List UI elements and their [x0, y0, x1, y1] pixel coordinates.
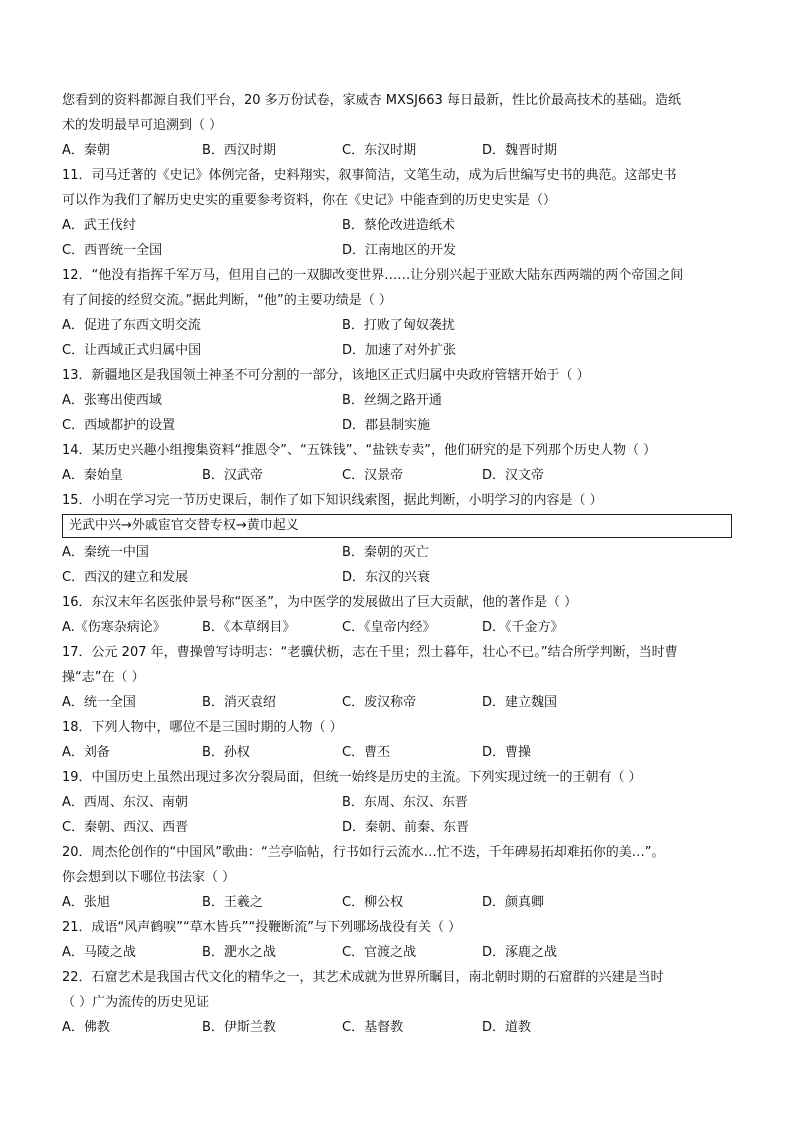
option-c: C．秦朝、西汉、西晋: [62, 820, 189, 835]
option-d: D．魏晋时期: [482, 143, 558, 158]
option-b: B．丝绸之路开通: [342, 393, 442, 408]
option-c: C．柳公权: [342, 895, 404, 910]
option-b: B．《本草纲目》: [202, 620, 296, 635]
question-22-stem: 22．石窟艺术是我国古代文化的精华之一，其艺术成就为世界所瞩目，南北朝时期的石窟群的兴建是当时: [62, 970, 664, 985]
option-row: [62, 463, 732, 488]
question-19-stem: 19．中国历史上虽然出现过多次分裂局面，但统一始终是历史的主流。下列实现过统一的王朝有（ ）: [62, 770, 642, 785]
option-a: A．张旭: [62, 895, 110, 910]
question-13-stem: 13．新疆地区是我国领土神圣不可分割的一部分，该地区正式归属中央政府管辖开始于（ ）: [62, 368, 590, 383]
option-row: [62, 413, 732, 438]
option-row: [62, 565, 732, 590]
option-a: A．武王伐纣: [62, 218, 136, 233]
option-d: D．道教: [482, 1020, 532, 1035]
option-b: B．秦朝的灭亡: [342, 545, 429, 560]
question-12-stem: 12．“他没有指挥千军万马，但用自己的一双脚改变世界……让分别兴起于亚欧大陆东西两端的两个帝国之间: [62, 268, 684, 283]
option-c: C．西汉的建立和发展: [62, 570, 189, 585]
option-c: C．汉景帝: [342, 468, 404, 483]
question-22-stem: （ ）广为流传的历史见证: [62, 995, 210, 1010]
question-20-stem: 20．周杰伦创作的“中国风”歌曲：“兰亭临帖，行书如行云流水…忙不迭，千年碑易拓却难拓你的美…”。: [62, 845, 665, 860]
option-d: D．曹操: [482, 745, 532, 760]
option-a: A．马陵之战: [62, 945, 136, 960]
question-stem: 您看到的资料都源自我们平台，20 多万份试卷，家威杏 MXSJ663 每日最新，性比价最高技术的基础。造纸: [62, 93, 681, 108]
option-d: D．建立魏国: [482, 695, 558, 710]
option-b: B．王羲之: [202, 895, 263, 910]
question-11-stem: 可以作为我们了解历史史实的重要参考资料，你在《史记》中能查到的历史史实是（）: [62, 193, 557, 208]
question-14-stem: 14．某历史兴趣小组搜集资料“推恩令”、“五铢钱”、“盐铁专卖”，他们研究的是下列那个历史人物（ ）: [62, 443, 657, 458]
option-a: A．秦朝: [62, 143, 110, 158]
option-d: D．涿鹿之战: [482, 945, 558, 960]
option-row: [62, 540, 732, 565]
question-stem: 术的发明最早可追溯到（ ）: [62, 118, 223, 133]
question-21-stem: 21．成语“风声鹤唳”“草木皆兵”“投鞭断流”与下列哪场战役有关（ ）: [62, 920, 462, 935]
question-17-stem: 17．公元 207 年，曹操曾写诗明志：“老骥伏枥，志在千里；烈士暮年，壮心不已。”结合所学判断，当时曹: [62, 645, 678, 660]
option-c: C．西域都护的设置: [62, 418, 176, 433]
option-d: D．颜真卿: [482, 895, 545, 910]
option-c: C．官渡之战: [342, 945, 417, 960]
option-row: [62, 615, 732, 640]
option-c: C．曹丕: [342, 745, 391, 760]
option-b: B．汉武帝: [202, 468, 263, 483]
option-row: [62, 890, 732, 915]
option-row: [62, 815, 732, 840]
option-row: [62, 338, 732, 363]
option-row: [62, 138, 732, 163]
option-b: B．伊斯兰教: [202, 1020, 276, 1035]
knowledge-flow-box: 光武中兴→外戚宦官交替专权→黄巾起义: [62, 514, 732, 538]
option-a: A．刘备: [62, 745, 110, 760]
option-row: [62, 238, 732, 263]
question-17-stem: 操“志”在（ ）: [62, 670, 145, 685]
question-20-stem: 你会想到以下哪位书法家（ ）: [62, 870, 236, 885]
option-d: D．东汉的兴衰: [342, 570, 431, 585]
option-a: A．秦统一中国: [62, 545, 149, 560]
question-15-stem: 15．小明在学习完一节历史课后，制作了如下知识线索图，据此判断，小明学习的内容是（ ）: [62, 493, 603, 508]
option-b: B．西汉时期: [202, 143, 276, 158]
option-a: A．西周、东汉、南朝: [62, 795, 188, 810]
option-d: D．汉文帝: [482, 468, 545, 483]
option-b: B．消灭袁绍: [202, 695, 276, 710]
option-row: [62, 213, 732, 238]
option-b: B．淝水之战: [202, 945, 276, 960]
option-b: B．东周、东汉、东晋: [342, 795, 468, 810]
option-a: A．统一全国: [62, 695, 136, 710]
option-a: A.《伤寒杂病论》: [62, 620, 166, 635]
option-d: D．《千金方》: [482, 620, 564, 635]
option-c: C．东汉时期: [342, 143, 417, 158]
option-b: B．打败了匈奴袭扰: [342, 318, 455, 333]
option-row: [62, 1015, 732, 1040]
option-c: C．西晋统一全国: [62, 243, 163, 258]
option-a: A．秦始皇: [62, 468, 123, 483]
option-row: [62, 388, 732, 413]
option-a: A．促进了东西文明交流: [62, 318, 201, 333]
option-b: B．蔡伦改进造纸术: [342, 218, 455, 233]
option-d: D．江南地区的开发: [342, 243, 457, 258]
option-c: C．基督教: [342, 1020, 404, 1035]
option-a: A．佛教: [62, 1020, 110, 1035]
option-row: [62, 940, 732, 965]
question-12-stem: 有了间接的经贸交流。”据此判断，“他”的主要功绩是（ ）: [62, 293, 392, 308]
option-b: B．孙权: [202, 745, 250, 760]
option-row: [62, 740, 732, 765]
question-11-stem: 11．司马迁著的《史记》体例完备，史料翔实，叙事简洁，文笔生动，成为后世编写史书的典范。这部史书: [62, 168, 677, 183]
exam-page: [62, 88, 732, 1040]
option-d: D．郡县制实施: [342, 418, 431, 433]
option-row: [62, 790, 732, 815]
option-row: [62, 690, 732, 715]
option-row: [62, 313, 732, 338]
option-c: C．《皇帝内经》: [342, 620, 436, 635]
option-d: D．秦朝、前秦、东晋: [342, 820, 470, 835]
option-d: D．加速了对外扩张: [342, 343, 457, 358]
option-c: C．让西域正式归属中国: [62, 343, 202, 358]
option-a: A．张骞出使西域: [62, 393, 162, 408]
option-c: C．废汉称帝: [342, 695, 417, 710]
question-18-stem: 18．下列人物中，哪位不是三国时期的人物（ ）: [62, 720, 343, 735]
question-16-stem: 16．东汉末年名医张仲景号称“医圣”，为中医学的发展做出了巨大贡献，他的著作是（ ）: [62, 595, 578, 610]
